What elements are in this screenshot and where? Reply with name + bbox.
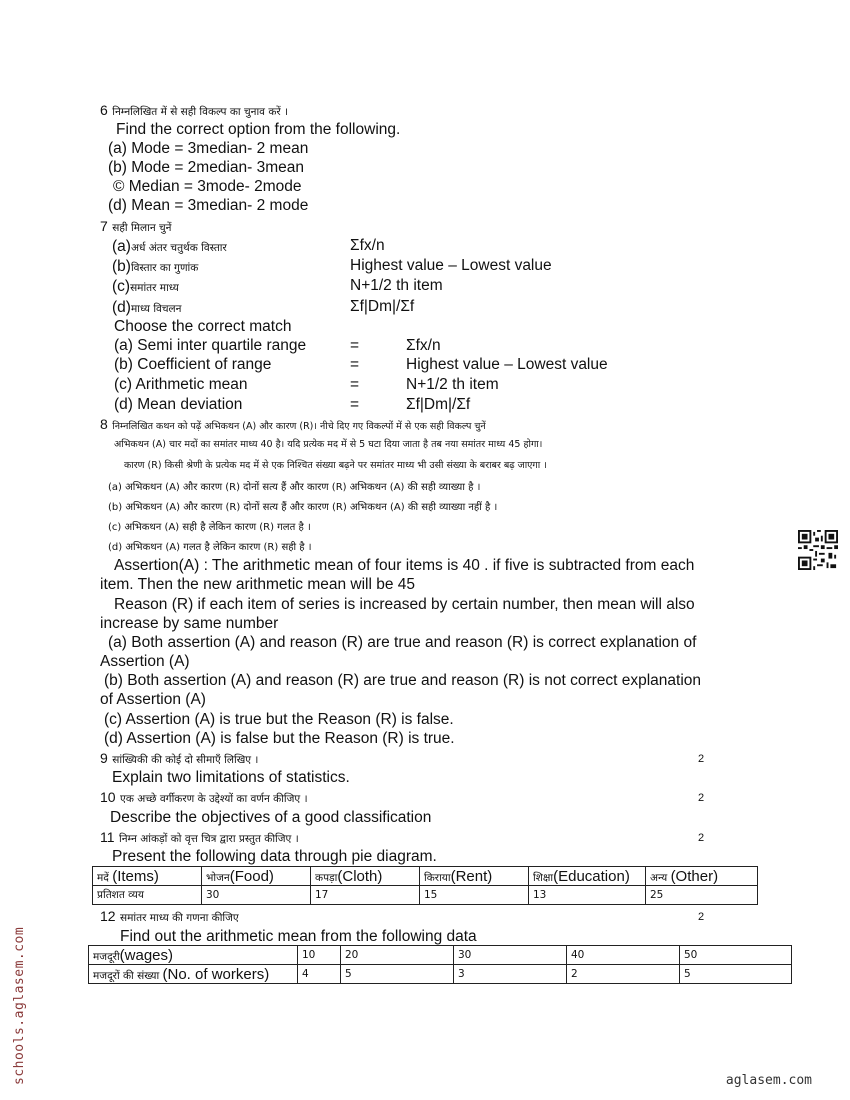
question-number: 6 <box>100 102 108 118</box>
q12-marks: 2 <box>698 911 705 923</box>
table-row <box>93 867 758 886</box>
q11-hindi-text: निम्न आंकड़ों को वृत्त चित्र द्वारा प्रस्तुत कीजिए । <box>119 833 299 845</box>
q6-option-d: (d) Mean = 3median- 2 mode <box>108 197 309 214</box>
q8-option-b-line1: (b) Both assertion (A) and reason (R) are true and reason (R) is not correct explanation <box>104 672 702 689</box>
table-cell: 10 <box>298 946 341 965</box>
table-cell: 3 <box>454 965 567 984</box>
q9-marks: 2 <box>698 753 705 765</box>
q7-prompt: Choose the correct match <box>114 318 292 335</box>
q7-hindi-row-c <box>112 278 179 296</box>
q8-reason-line1: Reason (R) if each item of series is increased by certain number, then mean will also <box>114 596 695 613</box>
table-cell: मदें (Items) <box>93 867 202 886</box>
q8-option-b-line2: of Assertion (A) <box>100 691 206 708</box>
table-cell: 4 <box>298 965 341 984</box>
q7-hindi-text: सही मिलान चुनें <box>112 222 172 234</box>
table-cell: भोजन(Food) <box>202 867 311 886</box>
q9-hindi-text: सांख्यिकी की कोई दो सीमाएँ लिखिए । <box>112 754 259 766</box>
q10-marks: 2 <box>698 792 705 804</box>
q7-hindi-row-b <box>112 258 198 276</box>
q7-en-row-d-eq: = <box>350 396 360 413</box>
q7-en-row-a-value: Σfx/n <box>406 337 441 354</box>
q12-heading <box>100 908 239 926</box>
table-cell: अन्य (Other) <box>646 867 758 886</box>
question-number: 7 <box>100 218 108 234</box>
q8-option-c: (c) Assertion (A) is true but the Reason (R) is false. <box>104 711 454 728</box>
row-label: (b) <box>112 258 131 275</box>
q10-heading <box>100 789 308 807</box>
table-cell: 30 <box>202 886 311 905</box>
question-number: 9 <box>100 750 108 766</box>
q6-option-b: (b) Mode = 2median- 3mean <box>108 159 305 176</box>
q6-prompt: Find the correct option from the following. <box>116 121 401 138</box>
table-cell: 13 <box>529 886 646 905</box>
row-text: समांतर माध्य <box>130 282 179 294</box>
side-watermark: schools.aglasem.com <box>12 926 27 1085</box>
q8-hindi-option-d: (d) अभिकथन (A) गलत है लेकिन कारण (R) सही है । <box>108 542 312 553</box>
table-cell: 15 <box>420 886 529 905</box>
table-cell: 5 <box>680 965 792 984</box>
question-number: 11 <box>100 829 115 845</box>
table-cell: मजदूरी(wages) <box>89 946 298 965</box>
table-cell: 2 <box>567 965 680 984</box>
q7-hindi-value-d: Σf|Dm|/Σf <box>350 298 415 315</box>
table-cell: मजदूरों की संख्या (No. of workers) <box>89 965 298 984</box>
row-text: माध्य विचलन <box>130 303 182 315</box>
q7-en-row-b-eq: = <box>350 356 360 373</box>
q8-hindi-option-b: (b) अभिकथन (A) और कारण (R) दोनों सत्य हैं और कारण (R) अभिकथन (A) की सही व्याख्या नहीं है । <box>108 502 498 513</box>
q12-hindi-text: समांतर माध्य की गणना कीजिए <box>120 912 239 924</box>
q7-en-row-d-value: Σf|Dm|/Σf <box>406 396 471 413</box>
q7-en-row-d-text: (d) Mean deviation <box>114 396 243 413</box>
table-cell: 5 <box>341 965 454 984</box>
q8-heading <box>100 416 486 434</box>
q7-en-row-c-text: (c) Arithmetic mean <box>114 376 248 393</box>
footer-site-text: aglasem.com <box>725 1073 812 1088</box>
q7-hindi-value-a: Σfx/n <box>350 237 385 254</box>
q8-option-a-line1: (a) Both assertion (A) and reason (R) are true and reason (R) is correct explanation of <box>108 634 697 651</box>
table-cell: कपड़ा(Cloth) <box>311 867 420 886</box>
q7-en-row-a-text: (a) Semi inter quartile range <box>114 337 307 354</box>
question-number: 12 <box>100 908 116 924</box>
q7-hindi-value-b: Highest value – Lowest value <box>350 257 552 274</box>
q8-hindi-option-a: (a) अभिकथन (A) और कारण (R) दोनों सत्य हैं और कारण (R) अभिकथन (A) की सही व्याख्या है । <box>108 482 481 493</box>
question-number: 8 <box>100 416 108 432</box>
q8-reason-line2: increase by same number <box>100 615 279 632</box>
q10-english: Describe the objectives of a good classification <box>110 809 432 826</box>
table-row <box>89 946 792 965</box>
q9-english: Explain two limitations of statistics. <box>112 769 350 786</box>
table-cell: 30 <box>454 946 567 965</box>
table-cell: 17 <box>311 886 420 905</box>
q8-hindi-reason: कारण (R) किसी श्रेणी के प्रत्येक मद में से एक निश्चित संख्या बढ़ने पर समांतर माध्य भी उसी संख्या के बराबर बढ़ जाएगा । <box>124 460 547 471</box>
row-label: (d) <box>112 299 131 316</box>
q12-data-table <box>88 945 792 984</box>
table-cell: 50 <box>680 946 792 965</box>
q10-hindi-text: एक अच्छे वर्गीकरण के उद्देश्यों का वर्णन कीजिए । <box>120 793 308 805</box>
q7-hindi-row-a <box>112 238 227 256</box>
q11-data-table <box>92 866 758 905</box>
table-cell: किराया(Rent) <box>420 867 529 886</box>
q6-hindi-text: निम्नलिखित में से सही विकल्प का चुनाव करें । <box>112 106 289 118</box>
q6-heading <box>100 102 288 120</box>
question-number: 10 <box>100 789 116 805</box>
q8-assertion-line2: item. Then the new arithmetic mean will be 45 <box>100 576 416 593</box>
table-cell: 20 <box>341 946 454 965</box>
q7-heading <box>100 218 171 236</box>
qr-code-icon <box>798 530 838 570</box>
q8-assertion-line1: Assertion(A) : The arithmetic mean of four items is 40 . if five is subtracted from each <box>114 557 695 574</box>
q7-en-row-c-eq: = <box>350 376 360 393</box>
row-label: (c) <box>112 278 131 295</box>
q8-hindi-assertion: अभिकथन (A) चार मदों का समांतर माध्य 40 है। यदि प्रत्येक मद में से 5 घटा दिया जाता है तब नया समांतर माध्य 45 होगा। <box>114 439 543 450</box>
table-cell: 25 <box>646 886 758 905</box>
row-text: विस्तार का गुणांक <box>130 262 199 274</box>
q8-option-a-line2: Assertion (A) <box>100 653 190 670</box>
q8-hindi-option-c: (c) अभिकथन (A) सही है लेकिन कारण (R) गलत है । <box>108 522 311 533</box>
q7-hindi-row-d <box>112 299 182 317</box>
q7-en-row-a-eq: = <box>350 337 360 354</box>
q7-en-row-c-value: N+1/2 th item <box>406 376 499 393</box>
q8-hindi-intro: निम्नलिखित कथन को पढ़ें अभिकथन (A) और कारण (R)। नीचे दिए गए विकल्पों में से एक सही विकल्प चुनें <box>112 421 486 432</box>
q11-marks: 2 <box>698 832 705 844</box>
row-label: (a) <box>112 238 131 255</box>
table-cell: 40 <box>567 946 680 965</box>
q6-option-a: (a) Mode = 3median- 2 mean <box>108 140 309 157</box>
table-cell: प्रतिशत व्यय <box>93 886 202 905</box>
row-text: अर्ध अंतर चतुर्थक विस्तार <box>130 242 227 254</box>
table-row <box>89 965 792 984</box>
q9-heading <box>100 750 258 768</box>
q8-option-d: (d) Assertion (A) is false but the Reason (R) is true. <box>104 730 455 747</box>
q7-en-row-b-value: Highest value – Lowest value <box>406 356 608 373</box>
q12-english: Find out the arithmetic mean from the following data <box>120 928 477 945</box>
q6-option-c: © Median = 3mode- 2mode <box>113 178 302 195</box>
table-cell: शिक्षा(Education) <box>529 867 646 886</box>
q11-english: Present the following data through pie diagram. <box>112 848 437 865</box>
q7-en-row-b-text: (b) Coefficient of range <box>114 356 272 373</box>
q11-heading <box>100 829 299 847</box>
table-row <box>93 886 758 905</box>
q7-hindi-value-c: N+1/2 th item <box>350 277 443 294</box>
